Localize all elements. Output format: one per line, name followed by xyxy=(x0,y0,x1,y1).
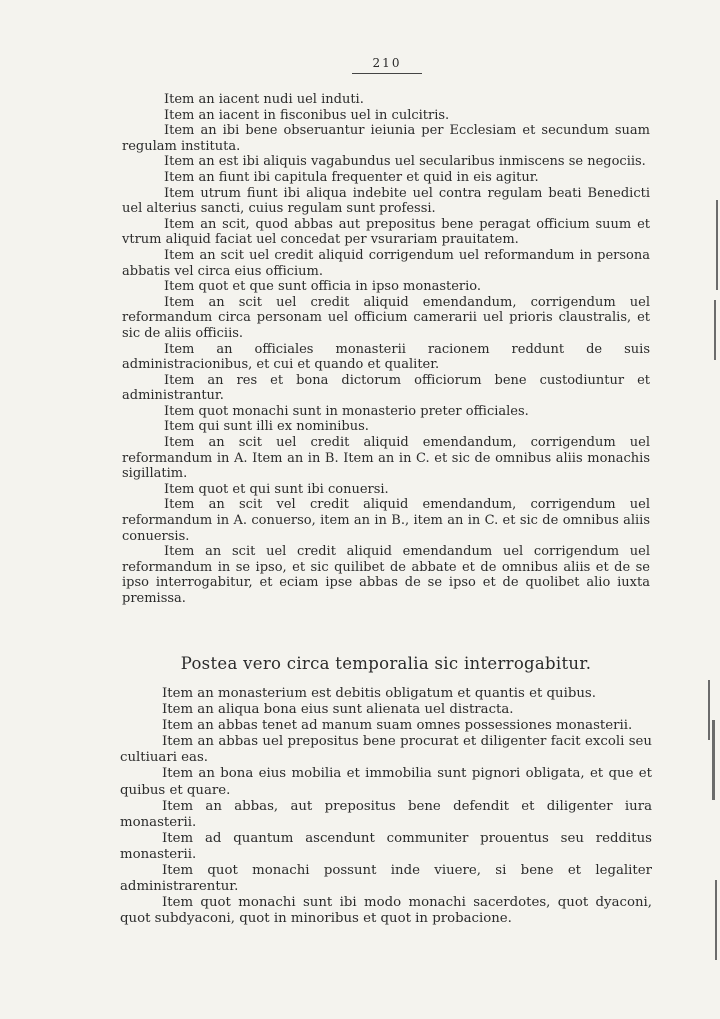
paragraph: Item an ibi bene obseruantur ieiunia per Ecclesiam et secundum suam regulam instituta. xyxy=(122,123,650,154)
scan-edge-mark xyxy=(716,200,718,290)
paragraph: Item quot et que sunt officia in ipso monasterio. xyxy=(164,279,482,295)
paragraph: Item quot monachi sunt ibi modo monachi sacerdotes, quot dyaconi, quot subdyaconi, quot in minoribus et quot in probacione. xyxy=(120,895,652,927)
paragraph: Item an abbas, aut prepositus bene defendit et diligenter iura monasterii. xyxy=(120,798,652,830)
paragraph: Item an res et bona dictorum officiorum bene custodiuntur et administrantur. xyxy=(122,372,650,404)
paragraph: Item an est ibi aliquis vagabundus uel secularibus inmiscens se negociis. xyxy=(164,154,646,170)
paragraph: Item an abbas uel prepositus bene procurat et diligenter facit excoli seu cultiuari eas. xyxy=(120,734,652,766)
scan-edge-mark xyxy=(715,880,717,960)
paragraph: Item utrum fiunt ibi aliqua indebite uel contra regulam beati Benedicti uel alterius sancti, cuius regulam sunt professi. xyxy=(122,185,650,217)
paragraph: Item an officiales monasterii racionem reddunt de suis administracionibus, et cui et quando et qualiter. xyxy=(122,341,650,373)
scan-edge-mark xyxy=(714,300,716,360)
paragraph: Item quot et qui sunt ibi conuersi. xyxy=(164,481,389,497)
section-interrogatories-spiritual xyxy=(122,92,650,607)
page-number-rule xyxy=(352,73,422,74)
section-heading: Postea vero circa temporalia sic interrogabitur. xyxy=(180,654,592,673)
paragraph: Item an aliqua bona eius sunt alienata uel distracta. xyxy=(162,702,514,718)
paragraph: Item quot monachi possunt inde viuere, si bene et legaliter administrarentur. xyxy=(120,863,652,895)
section-interrogatories-temporal xyxy=(120,686,652,927)
paragraph: Item an bona eius mobilia et immobilia sunt pignori obligata, et que et quibus et quare. xyxy=(120,766,652,798)
scan-edge-mark xyxy=(708,680,710,740)
paragraph: Item an scit, quod abbas aut prepositus bene peragat officium suum et vtrum aliquid faciat uel concedat per vsurariam prauitatem. xyxy=(122,216,650,248)
scan-edge-mark xyxy=(712,720,715,800)
paragraph: Item an scit uel credit aliquid corrigendum uel reformandum in persona abbatis vel circa eius officium. xyxy=(122,247,650,279)
page-number: 210 xyxy=(372,56,402,70)
paragraph: Item ad quantum ascendunt communiter prouentus seu redditus monasterii. xyxy=(120,830,652,862)
paragraph: Item an fiunt ibi capitula frequenter et quid in eis agitur. xyxy=(164,169,539,185)
paragraph: Item qui sunt illi ex nominibus. xyxy=(164,419,369,435)
paragraph: Item an scit vel credit aliquid emendandum, corrigendum uel reformandum in A. conuerso, item an in B., item an in C. et sic de omnibus aliis conuersis. xyxy=(122,497,650,544)
paragraph: Item an monasterium est debitis obligatum et quantis et quibus. xyxy=(162,686,596,701)
paragraph: Item an scit uel credit aliquid emendandum, corrigendum uel reformandum circa personam uel officium camerarii uel prioris claustralis, et sic de aliis officiis. xyxy=(122,294,650,341)
paragraph: Item an iacent in fisconibus uel in culcitris. xyxy=(164,107,450,123)
paragraph: Item an iacent nudi uel induti. xyxy=(164,92,364,107)
paragraph: Item an abbas tenet ad manum suam omnes possessiones monasterii. xyxy=(162,718,633,734)
paragraph: Item an scit uel credit aliquid emendandum uel corrigendum uel reformandum in se ipso, et sic quilibet de abbate et de omnibus aliis et de se ipso interrogabitur, et eciam ipse abbas de se ipso et de quolibet alio iuxta premissa. xyxy=(122,544,650,606)
paragraph: Item an scit uel credit aliquid emendandum, corrigendum uel reformandum in A. Item an in B. Item an in C. et sic de omnibus aliis monachis sigillatim. xyxy=(122,435,650,482)
paragraph: Item quot monachi sunt in monasterio preter officiales. xyxy=(164,403,529,419)
